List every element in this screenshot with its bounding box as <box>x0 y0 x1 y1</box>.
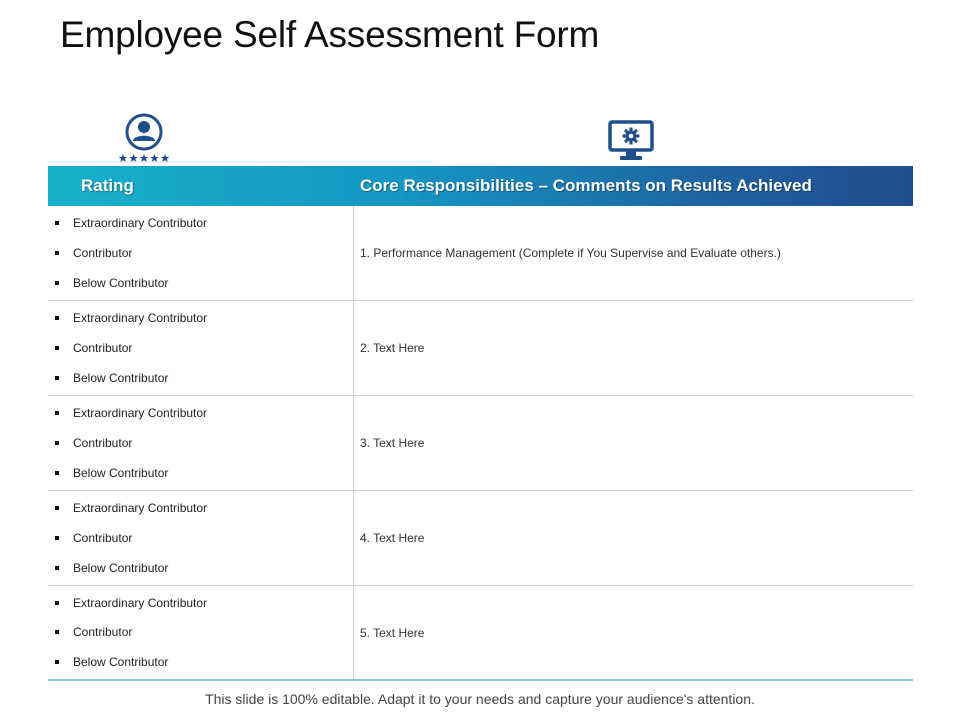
gear-icon <box>623 128 640 145</box>
table-row <box>48 586 913 681</box>
rating-option[interactable]: Contributor <box>55 246 353 260</box>
bullet-icon <box>55 441 59 445</box>
bullet-icon <box>55 251 59 255</box>
stars-icon <box>119 154 170 162</box>
rating-option[interactable]: Contributor <box>55 341 353 355</box>
table-row <box>48 301 913 396</box>
bullet-icon <box>55 346 59 350</box>
comment-cell[interactable]: 5. Text Here <box>360 625 425 640</box>
rating-option[interactable]: Extraordinary Contributor <box>55 406 353 420</box>
bullet-icon <box>55 566 59 570</box>
bullet-icon <box>55 471 59 475</box>
rating-option[interactable]: Extraordinary Contributor <box>55 216 353 230</box>
rating-options <box>48 586 354 679</box>
comment-cell[interactable]: 3. Text Here <box>360 436 425 450</box>
table-header <box>48 166 913 206</box>
rating-option[interactable]: Extraordinary Contributor <box>55 596 353 610</box>
rating-option[interactable]: Contributor <box>55 531 353 545</box>
rating-option[interactable]: Below Contributor <box>55 655 353 669</box>
assessment-table <box>48 166 913 681</box>
page-title: Employee Self Assessment Form <box>60 14 600 55</box>
bullet-icon <box>55 411 59 415</box>
bullet-icon <box>55 536 59 540</box>
comment-cell[interactable]: 1. Performance Management (Complete if You Supervise and Evaluate others.) <box>360 246 781 260</box>
comment-cell[interactable]: 4. Text Here <box>360 531 425 545</box>
rating-options <box>48 206 354 300</box>
header-rating: Rating <box>81 176 134 195</box>
rating-option[interactable]: Extraordinary Contributor <box>55 501 353 515</box>
bullet-icon <box>55 506 59 510</box>
bullet-icon <box>55 221 59 225</box>
rating-options <box>48 301 354 395</box>
rating-option[interactable]: Below Contributor <box>55 561 353 575</box>
user-rating-icon <box>116 112 172 166</box>
bullet-icon <box>55 281 59 285</box>
table-row <box>48 396 913 491</box>
rating-options <box>48 396 354 490</box>
rating-option[interactable]: Below Contributor <box>55 466 353 480</box>
bullet-icon <box>55 316 59 320</box>
rating-option[interactable]: Below Contributor <box>55 371 353 385</box>
rating-option[interactable]: Contributor <box>55 625 353 639</box>
bullet-icon <box>55 660 59 664</box>
bullet-icon <box>55 376 59 380</box>
rating-option[interactable]: Extraordinary Contributor <box>55 311 353 325</box>
bullet-icon <box>55 601 59 605</box>
table-row <box>48 206 913 301</box>
footer-note: This slide is 100% editable. Adapt it to your needs and capture your audience's attention. <box>205 691 755 707</box>
bullet-icon <box>55 630 59 634</box>
comment-cell[interactable]: 2. Text Here <box>360 341 425 355</box>
rating-options <box>48 491 354 585</box>
rating-option[interactable]: Below Contributor <box>55 276 353 290</box>
table-row <box>48 491 913 586</box>
rating-option[interactable]: Contributor <box>55 436 353 450</box>
header-core-responsibilities: Core Responsibilities – Comments on Results Achieved <box>360 176 812 195</box>
monitor-gear-icon <box>608 120 654 162</box>
